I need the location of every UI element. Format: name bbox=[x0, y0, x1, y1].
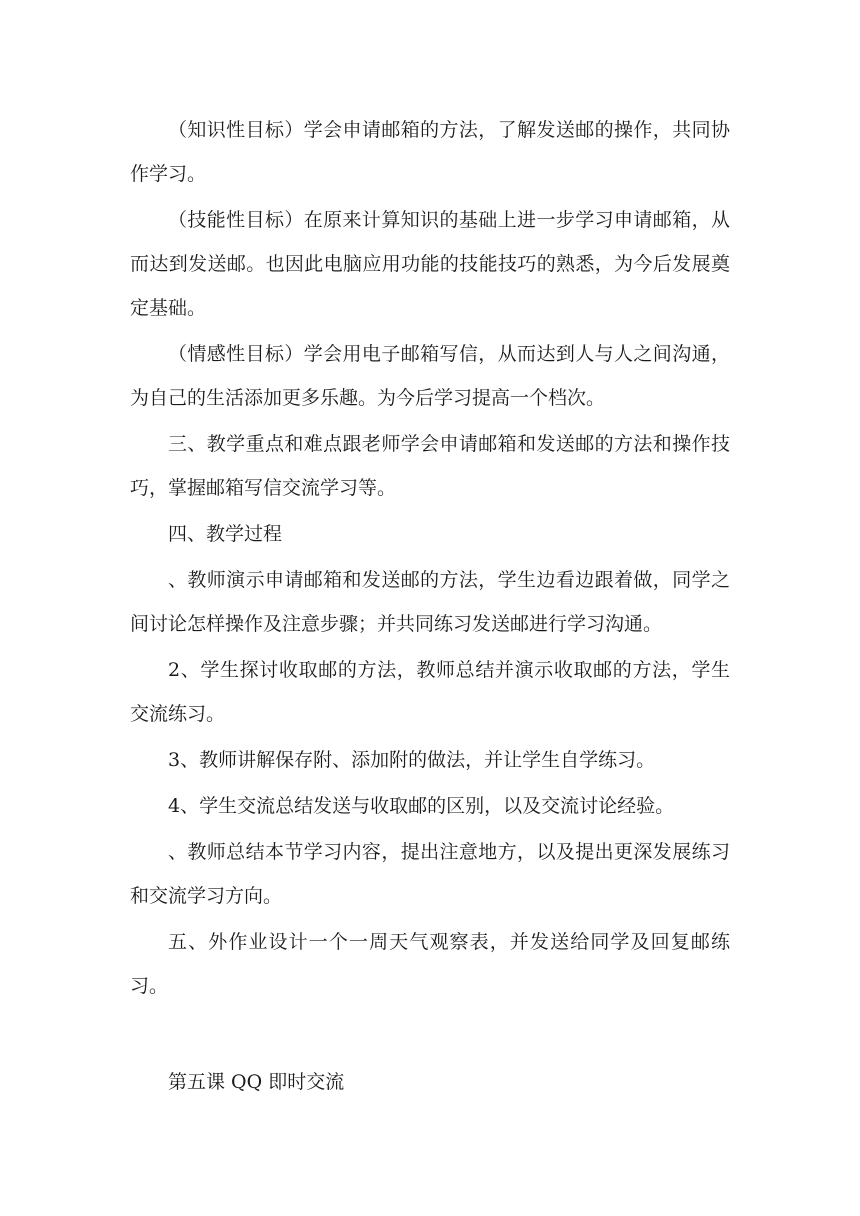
paragraph-step-2: 2、学生探讨收取邮的方法，教师总结并演示收取邮的方法，学生交流练习。 bbox=[130, 659, 730, 725]
paragraph-key-points: 三、教学重点和难点跟老师学会申请邮箱和发送邮的方法和操作技巧，掌握邮箱写信交流学习等。 bbox=[130, 433, 730, 499]
paragraph-step-3: 3、教师讲解保存附、添加附的做法，并让学生自学练习。 bbox=[168, 749, 656, 771]
lesson-title: 第五课 QQ 即时交流 bbox=[168, 1071, 345, 1093]
paragraph-step-1: 、教师演示申请邮箱和发送邮的方法，学生边看边跟着做，同学之间讨论怎样操作及注意步骤；并共同练习发送邮进行学习沟通。 bbox=[130, 569, 730, 635]
paragraph-homework: 五、外作业设计一个一周天气观察表，并发送给同学及回复邮练习。 bbox=[130, 931, 730, 997]
paragraph-knowledge-goal: （知识性目标）学会申请邮箱的方法，了解发送邮的操作，共同协作学习。 bbox=[130, 119, 730, 185]
document-body bbox=[130, 108, 730, 1010]
paragraph-step-5: 、教师总结本节学习内容，提出注意地方，以及提出更深发展练习和交流学习方向。 bbox=[130, 841, 730, 907]
paragraph-emotion-goal: （情感性目标）学会用电子邮箱写信，从而达到人与人之间沟通，为自己的生活添加更多乐趣。为今后学习提高一个档次。 bbox=[130, 343, 730, 409]
section-heading-teaching-process: 四、教学过程 bbox=[168, 523, 283, 545]
paragraph-skill-goal: （技能性目标）在原来计算知识的基础上进一步学习申请邮箱，从而达到发送邮。也因此电脑应用功能的技能技巧的熟悉，为今后发展奠定基础。 bbox=[130, 209, 730, 319]
paragraph-step-4: 4、学生交流总结发送与收取邮的区别，以及交流讨论经验。 bbox=[168, 795, 675, 817]
